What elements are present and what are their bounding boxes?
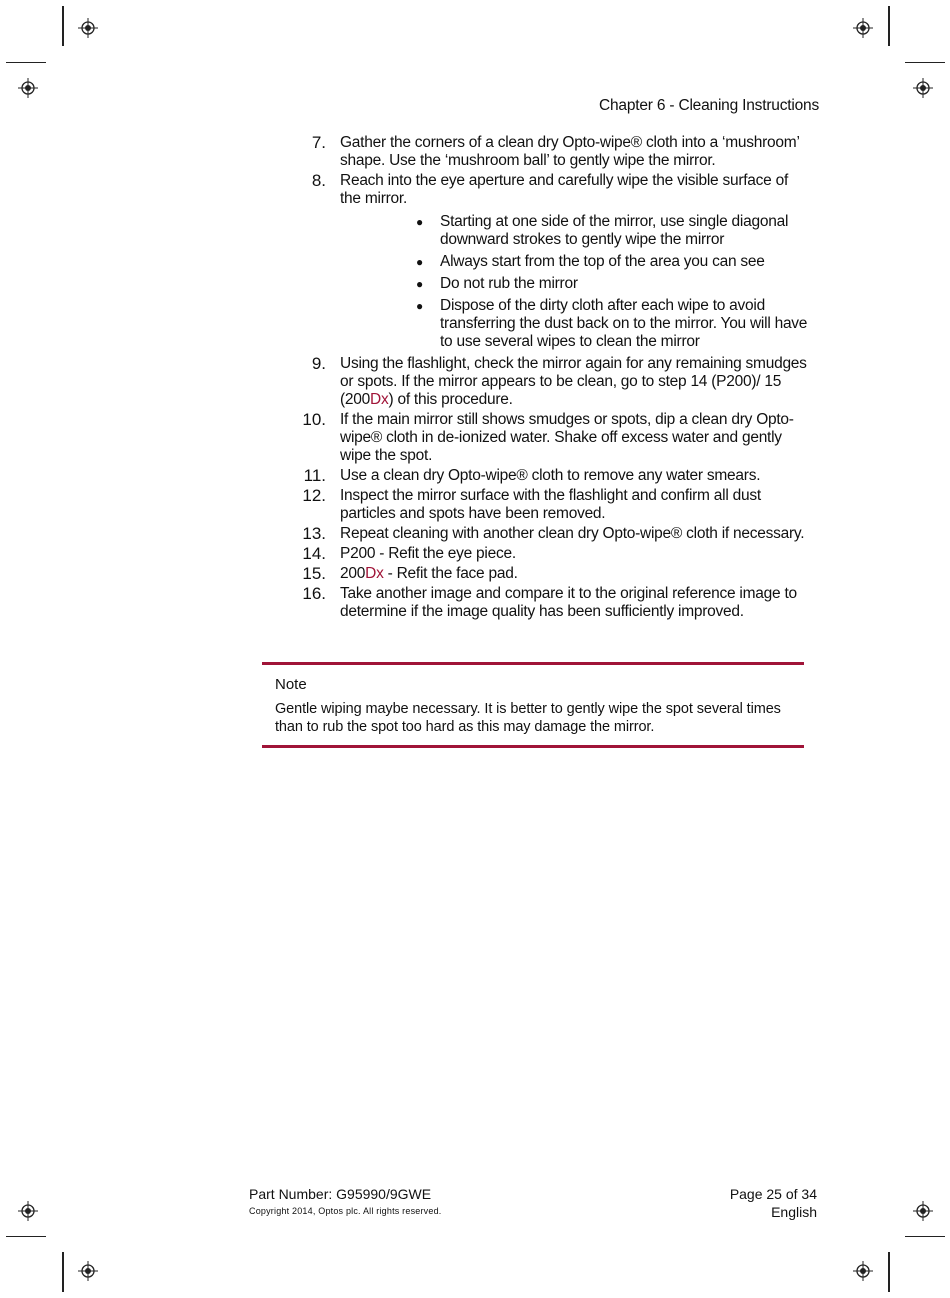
crop-mark (905, 62, 945, 63)
step-text: Reach into the eye aperture and carefully wipe the visible surface of the mirror. (340, 172, 789, 207)
footer-right (730, 1186, 817, 1220)
step-number: 16. (302, 584, 326, 603)
crop-mark (62, 1252, 64, 1292)
bullet-icon: ● (416, 255, 423, 269)
chapter-header: Chapter 6 - Cleaning Instructions (599, 97, 819, 114)
bullet-icon: ● (416, 299, 423, 313)
list-item (300, 585, 810, 621)
step-number: 11. (303, 466, 326, 485)
bullet-item (416, 253, 810, 271)
bullet-icon: ● (416, 277, 423, 291)
registration-mark-icon (78, 18, 98, 38)
step-number: 7. (311, 133, 326, 152)
bullet-text: Do not rub the mirror (440, 275, 578, 292)
crop-mark (6, 62, 46, 63)
registration-mark-icon (853, 18, 873, 38)
bullet-text: Starting at one side of the mirror, use single diagonal downward strokes to gently wipe the mirror (440, 213, 789, 248)
model-suffix: Dx (370, 391, 389, 408)
crop-mark (6, 1236, 46, 1237)
crop-mark (62, 6, 64, 46)
instruction-list (300, 134, 810, 623)
list-item (300, 134, 810, 170)
step-text: Use a clean dry Opto-wipe® cloth to remove any water smears. (340, 467, 761, 484)
step-text: ) of this procedure. (388, 391, 513, 408)
step-text: 200 (340, 565, 366, 582)
step-text: Using the flashlight, check the mirror again for any remaining smudges or spots. If the mirror appears to be clean, go to step 14 (P200)/ 15 (200 (340, 355, 807, 408)
language: English (771, 1204, 817, 1220)
step-text: - Refit the face pad. (383, 565, 518, 582)
crop-mark (888, 6, 890, 46)
registration-mark-icon (18, 1201, 38, 1221)
model-suffix: Dx (365, 565, 384, 582)
registration-mark-icon (78, 1261, 98, 1281)
bullet-text: Always start from the top of the area you can see (440, 253, 765, 270)
crop-mark (905, 1236, 945, 1237)
list-item (300, 545, 810, 563)
bullet-item (416, 275, 810, 293)
footer-left (249, 1186, 442, 1216)
note-box (262, 662, 804, 748)
registration-mark-icon (913, 1201, 933, 1221)
crop-mark (888, 1252, 890, 1292)
step-text: Repeat cleaning with another clean dry Opto-wipe® cloth if necessary. (340, 525, 805, 542)
list-item (300, 172, 810, 351)
step-text: If the main mirror still shows smudges or spots, dip a clean dry Opto-wipe® cloth in de-ionized water. Shake off excess water and gently wipe the spot. (340, 411, 794, 464)
list-item (300, 525, 810, 543)
bullet-list (340, 213, 810, 351)
copyright: Copyright 2014, Optos plc. All rights reserved. (249, 1206, 442, 1216)
step-number: 12. (302, 486, 326, 505)
step-number: 10. (302, 410, 326, 429)
note-title: Note (275, 676, 307, 693)
note-text: Gentle wiping maybe necessary. It is better to gently wipe the spot several times than to rub the spot too hard as this may damage the mirror. (275, 701, 781, 735)
registration-mark-icon (18, 78, 38, 98)
step-number: 9. (311, 354, 326, 373)
step-text: Inspect the mirror surface with the flashlight and confirm all dust particles and spots have been removed. (340, 487, 761, 522)
bullet-icon: ● (416, 215, 423, 229)
list-item (300, 565, 810, 583)
list-item (300, 355, 810, 409)
registration-mark-icon (853, 1261, 873, 1281)
step-text: Gather the corners of a clean dry Opto-wipe® cloth into a ‘mushroom’ shape. Use the ‘mushroom ball’ to gently wipe the mirror. (340, 134, 800, 169)
bullet-item (416, 297, 810, 351)
step-number: 14. (302, 544, 326, 563)
step-number: 15. (302, 564, 326, 583)
step-text: Take another image and compare it to the original reference image to determine if the image quality has been sufficiently improved. (340, 585, 797, 620)
bullet-item (416, 213, 810, 249)
page-number: Page 25 of 34 (729, 1186, 817, 1202)
step-number: 8. (311, 171, 326, 190)
step-number: 13. (302, 524, 326, 543)
bullet-text: Dispose of the dirty cloth after each wipe to avoid transferring the dust back on to the mirror. You will have to use several wipes to clean the mirror (440, 297, 808, 350)
registration-mark-icon (913, 78, 933, 98)
step-text: P200 - Refit the eye piece. (340, 545, 516, 562)
list-item (300, 487, 810, 523)
list-item (300, 467, 810, 485)
part-number: Part Number: G95990/9GWE (249, 1186, 432, 1202)
list-item (300, 411, 810, 465)
